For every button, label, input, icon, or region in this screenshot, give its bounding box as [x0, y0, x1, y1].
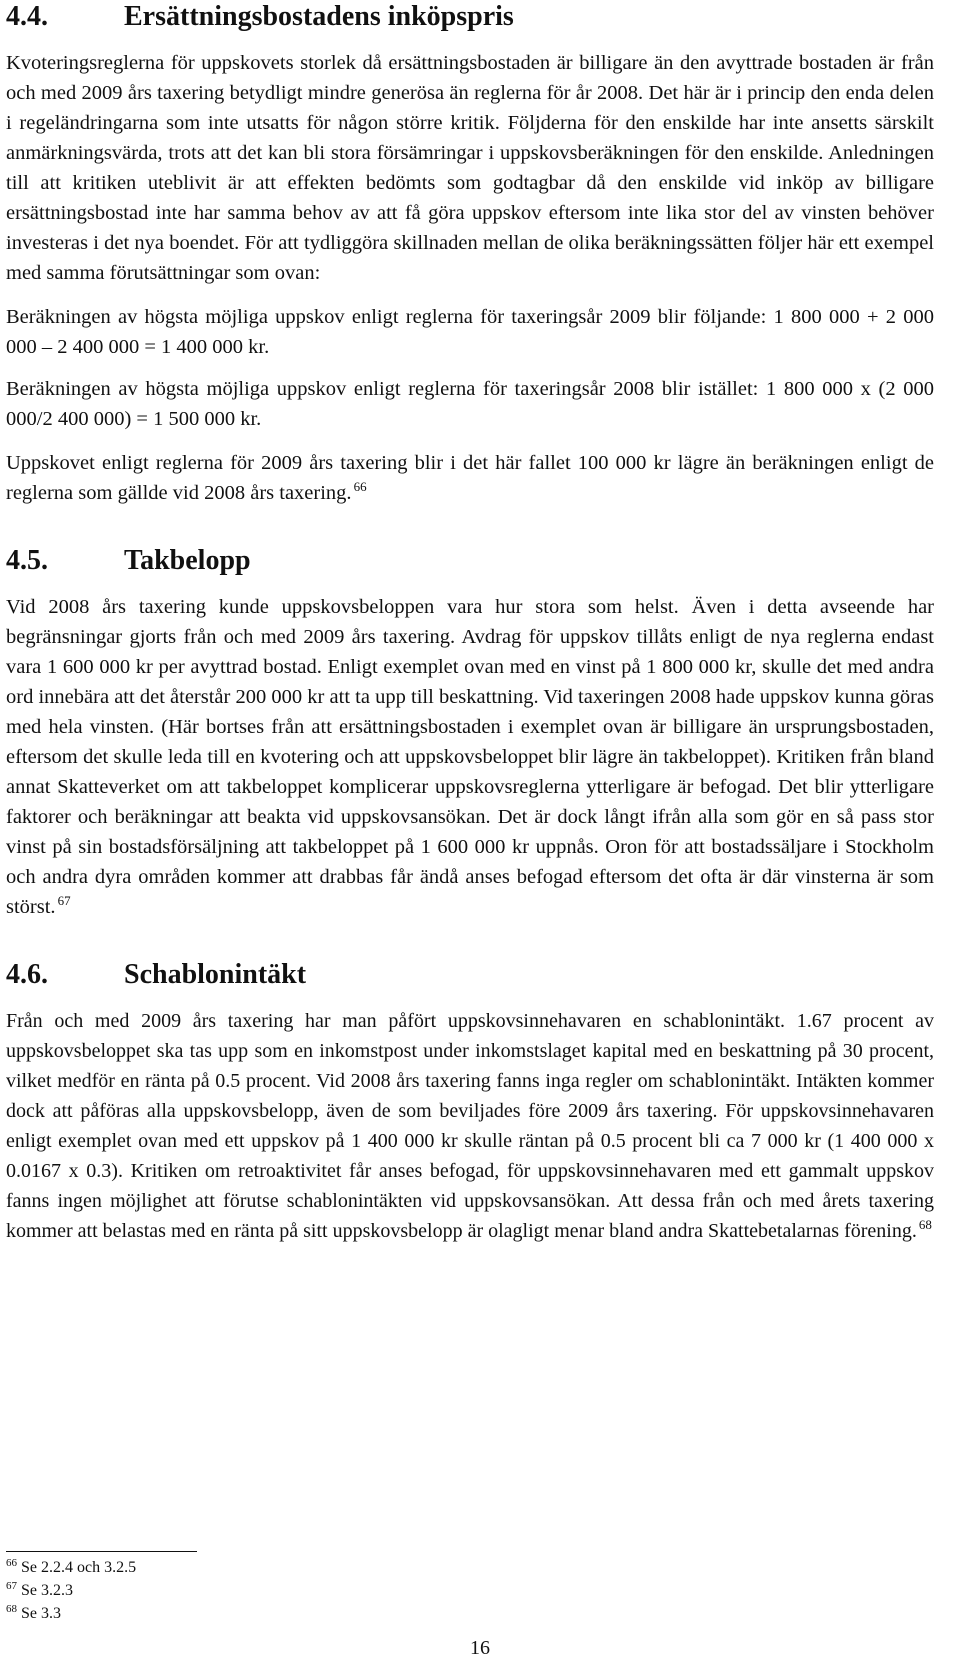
paragraph-text: Uppskovet enligt reglerna för 2009 års taxering blir i det här fallet 100 000 kr lägre än beräkningen enligt de reglerna som gällde vid 2008 års taxering. — [6, 452, 934, 504]
section-number: 4.4. — [6, 1, 48, 32]
footnote-marker: 67 — [6, 1579, 17, 1592]
section-title: Ersättningsbostadens inköpspris — [124, 1, 514, 32]
footnote-text: Se 2.2.4 och 3.2.5 — [21, 1559, 137, 1576]
section-heading-4-5 — [6, 544, 934, 578]
footnotes — [6, 1556, 506, 1625]
section-title: Takbelopp — [124, 545, 251, 576]
section-heading-4-4 — [6, 0, 934, 34]
section-number: 4.6. — [6, 959, 48, 990]
footnote-reference: 67 — [57, 893, 71, 909]
section-heading-4-6 — [6, 958, 934, 992]
footnote — [6, 1556, 506, 1579]
footnote-reference: 66 — [353, 479, 367, 495]
footnote-text: Se 3.3 — [21, 1605, 61, 1622]
paragraph — [6, 592, 934, 922]
paragraph-text: Vid 2008 års taxering kunde uppskovsbeloppen vara hur stora som helst. Även i detta avseende har begränsningar gjorts från och med 2009 års taxering. Avdrag för uppskov tillåts enligt de nya reglerna endast vara 1 600 000 kr per avyttrad bostad. Enligt exemplet ovan med en vinst på 1 800 000 kr, skulle det med andra ord innebära att det återstår 200 000 kr att ta upp till beskattning. Vid taxeringen 2008 hade uppskov kunna göras med hela vinsten. (Här bortses från att ersättningsbostaden i exemplet ovan är billigare än ursprungsbostaden, eftersom det skulle leda till en kvotering och att uppskovsbeloppet blir lägre än takbeloppet). Kritiken från bland annat Skatteverket om att takbeloppet komplicerar uppskovsreglerna ytterligare är befogad. Det blir ytterligare faktorer och beräkningar att beakta vid uppskovsansökan. Det är dock långt ifrån alla som gör en så pass stor vinst på sin bostadsförsäljning att takbeloppet på 1 600 000 kr uppnås. Oron för att bostadssäljare i Stockholm och andra dyra områden kommer att drabbas får ändå anses befogad eftersom det ofta är där vinsterna är som störst. — [6, 596, 934, 918]
footnote-marker: 68 — [6, 1602, 17, 1615]
section-number: 4.5. — [6, 545, 48, 576]
paragraph: Kvoteringsreglerna för uppskovets storlek då ersättningsbostaden är billigare än den avyttrade bostaden är från och med 2009 års taxering betydligt mindre generösa än reglerna för år 2008. Det här är i princip den enda delen i regeländringarna som inte utsatts för någon större kritik. Följderna för den enskilde har inte ansetts särskilt anmärkningsvärda, trots att det kan bli stora försämringar i uppskovsberäkningen för den enskilde. Anledningen till att kritiken uteblivit är att effekten bedömts som godtagbar då den enskilde vid inköp av billigare ersättningsbostad inte har samma behov av att få göra uppskov eftersom inte lika stor del av vinsten behöver investeras i det nya boendet. För att tydliggöra skillnaden mellan de olika beräkningssätten följer här ett exempel med samma förutsättningar som ovan: — [6, 52, 934, 284]
footnote — [6, 1602, 506, 1625]
footnote-reference: 68 — [918, 1217, 932, 1233]
paragraph: Beräkningen av högsta möjliga uppskov enligt reglerna för taxeringsår 2009 blir följande: 1 800 000 + 2 000 000 – 2 400 000 = 1 400 000 kr. — [6, 306, 934, 358]
page-number: 16 — [470, 1637, 490, 1659]
footnote-text: Se 3.2.3 — [21, 1582, 73, 1599]
paragraph: Beräkningen av högsta möjliga uppskov enligt reglerna för taxeringsår 2008 blir istället: 1 800 000 x (2 000 000/2 400 000) = 1 500 000 kr. — [6, 378, 934, 430]
footnote-marker: 66 — [6, 1556, 17, 1569]
paragraph — [6, 448, 934, 508]
footnote — [6, 1579, 506, 1602]
paragraph-text: Från och med 2009 års taxering har man påfört uppskovsinnehavaren en schablonintäkt. 1.67 procent av uppskovsbeloppet ska tas upp som en inkomstpost under inkomstslaget kapital med en beskattning på 30 procent, vilket medför en ränta på 0.5 procent. Vid 2008 års taxering fanns inga regler om schablonintäkt. Intäkten kommer dock att påföras alla uppskovsbelopp, även de som beviljades före 2009 års taxering. För uppskovsinnehavaren enligt exemplet ovan med ett uppskov på 1 400 000 kr skulle räntan på 0.5 procent bli ca 7 000 kr (1 400 000 x 0.0167 x 0.3). Kritiken om retroaktivitet får anses befogad, för uppskovsinnehavaren med ett gammalt uppskov fanns ingen möjlighet att förutse schablonintäkten vid uppskovsansökan. Att dessa från och med årets taxering kommer att belastas med en ränta på sitt uppskovsbelopp är olagligt menar bland andra Skattebetalarnas förening. — [6, 1010, 934, 1242]
paragraph — [6, 1006, 934, 1246]
section-title: Schablonintäkt — [124, 959, 307, 990]
footnote-divider — [6, 1551, 197, 1552]
